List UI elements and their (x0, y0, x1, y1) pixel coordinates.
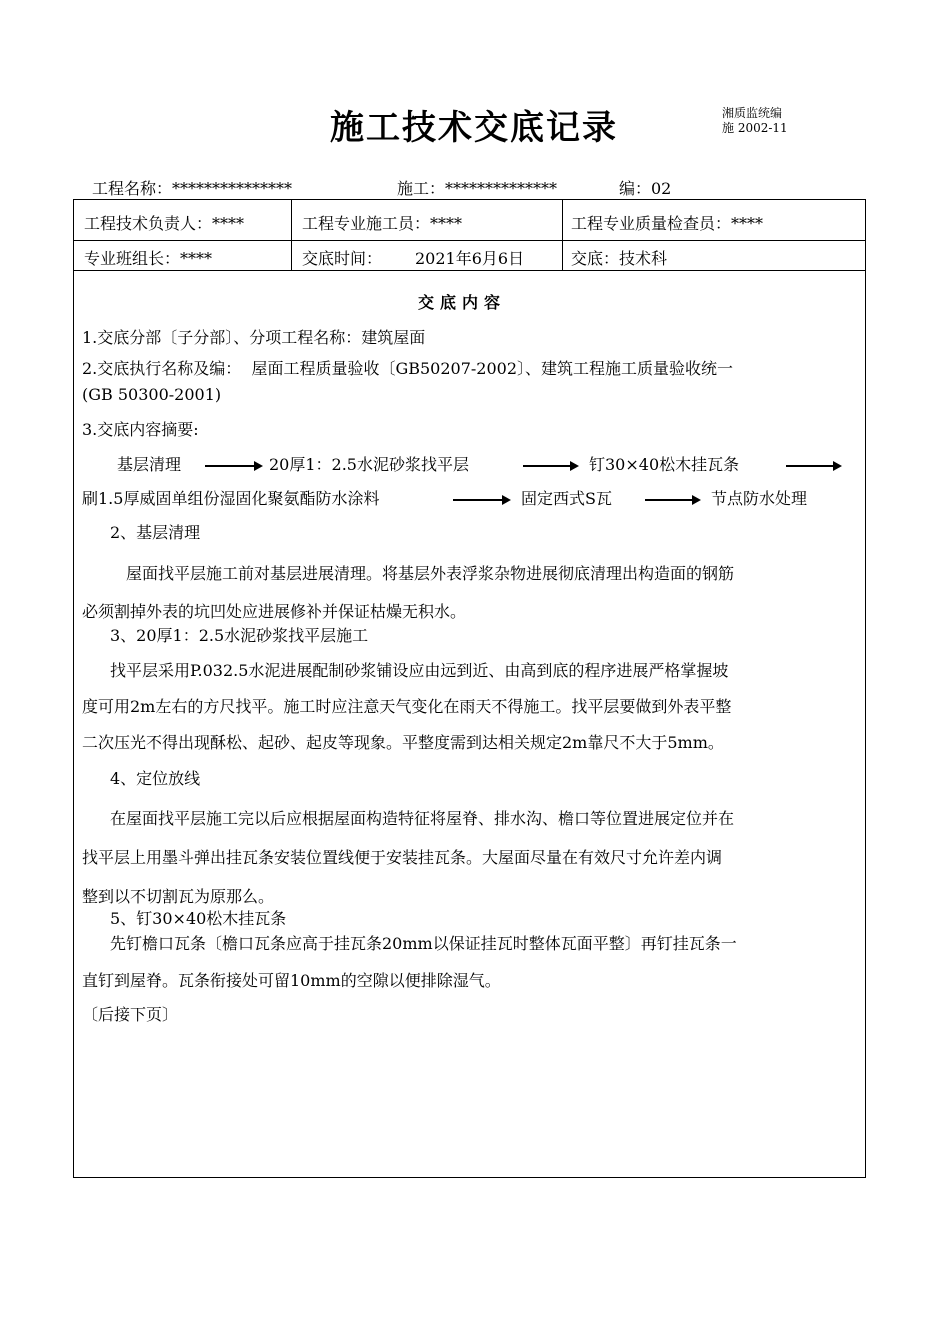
para-3-line3: 二次压光不得出现酥松、起砂、起皮等现象。平整度需到达相关规定2m靠尺不大于5mm。 (82, 733, 724, 752)
flow-arrow-icon (645, 499, 699, 501)
item-2: 2.交底执行名称及编： 屋面工程质量验收〔GB50207-2002〕、建筑工程施工质量验收统一 (82, 359, 734, 378)
form-code (722, 106, 788, 136)
tech-lead-cell: 工程技术负责人：**** (84, 214, 245, 233)
item-3: 3.交底内容摘要: (82, 420, 199, 439)
heading-4: 4、定位放线 (110, 769, 201, 788)
flow-arrow-icon (523, 465, 577, 467)
para-3-line2: 度可用2m左右的方尺找平。施工时应注意天气变化在雨天不得施工。找平层要做到外表平整 (82, 697, 732, 716)
project-name: 工程名称：*************** (92, 179, 293, 198)
para-5-line2: 直钉到屋脊。瓦条衔接处可留10mm的空隙以便排除湿气。 (82, 971, 501, 990)
section-title: 交底内容 (418, 293, 507, 312)
para-4-line3: 整到以不切割瓦为原那么。 (82, 887, 275, 906)
flow-arrow-icon (786, 465, 840, 467)
flow-step-3: 钉30×40松木挂瓦条 (589, 455, 740, 474)
row-divider (74, 270, 865, 271)
para-3-line1: 找平层采用P.032.5水泥进展配制砂浆铺设应由远到近、由高到底的程序进展严格掌握坡 (110, 661, 729, 680)
item-1: 1.交底分部〔子分部〕、分项工程名称：建筑屋面 (82, 328, 426, 347)
flow-step-4: 刷1.5厚威固单组份湿固化聚氨酯防水涂料 (82, 489, 380, 508)
time-label: 交底时间： (302, 249, 383, 268)
para-4-line2: 找平层上用墨斗弹出挂瓦条安装位置线便于安装挂瓦条。大屋面尽量在有效尺寸允许差内调 (82, 848, 723, 867)
heading-5: 5、钉30×40松木挂瓦条 (110, 909, 287, 928)
continued-note: 〔后接下页〕 (82, 1005, 179, 1024)
page-title: 施工技术交底记录 (330, 108, 618, 148)
form-code-line2: 施 2002-11 (722, 121, 788, 135)
inspector-cell: 工程专业质量检查员：**** (571, 214, 764, 233)
form-code-line1: 湘质监统编 (722, 106, 783, 120)
construction-unit: 施工：************** (397, 179, 558, 198)
para-2-line1: 屋面找平层施工前对基层进展清理。将基层外表浮浆杂物进展彻底清理出构造面的钢筋 (126, 564, 735, 583)
flow-step-1: 基层清理 (117, 455, 182, 474)
heading-2: 2、基层清理 (110, 523, 201, 542)
flow-arrow-icon (205, 465, 261, 467)
col-divider (562, 200, 563, 270)
flow-step-6: 节点防水处理 (711, 489, 808, 508)
para-5-line1: 先钉檐口瓦条〔檐口瓦条应高于挂瓦条20mm以保证挂瓦时整体瓦面平整〕再钉挂瓦条一 (110, 934, 737, 953)
flow-step-2: 20厚1：2.5水泥砂浆找平层 (269, 455, 469, 474)
para-4-line1: 在屋面找平层施工完以后应根据屋面构造特征将屋脊、排水沟、檐口等位置进展定位并在 (110, 809, 735, 828)
flow-arrow-icon (453, 499, 509, 501)
time-value: 2021年6月6日 (415, 249, 525, 268)
item-2-cont: (GB 50300-2001) (82, 385, 222, 404)
heading-3: 3、20厚1：2.5水泥砂浆找平层施工 (110, 626, 369, 645)
dept-cell: 交底：技术科 (571, 249, 668, 268)
team-lead-cell: 专业班组长：**** (84, 249, 213, 268)
specialist-cell: 工程专业施工员：**** (302, 214, 463, 233)
para-2-line2: 必须割掉外表的坑凹处应进展修补并保证枯燥无积水。 (82, 602, 467, 621)
record-number: 编：02 (619, 179, 672, 198)
row-divider (74, 240, 865, 241)
flow-step-5: 固定西式S瓦 (521, 489, 612, 508)
col-divider (291, 200, 292, 270)
